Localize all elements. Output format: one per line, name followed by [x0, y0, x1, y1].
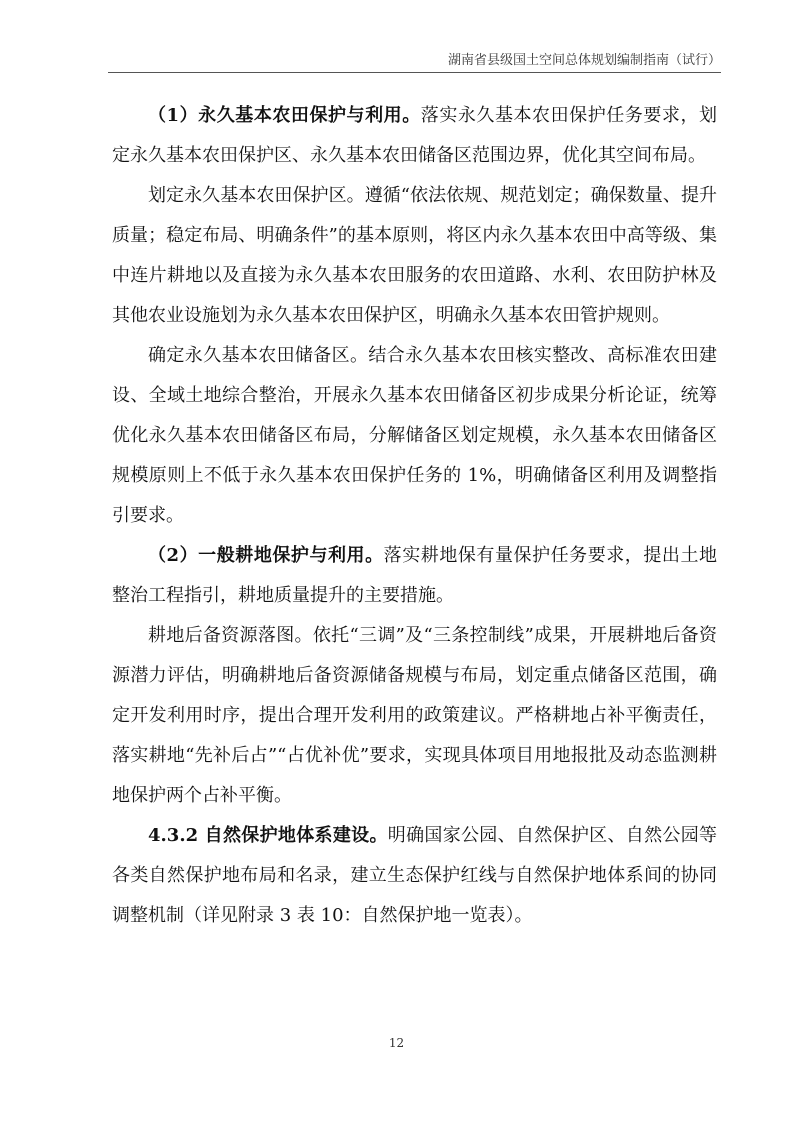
paragraph-text: 划定永久基本农田保护区。遵循“依法依规、规范划定；确保数量、提升质量；稳定布局、明确条件”的基本原则，将区内永久基本农田中高等级、集中连片耕地以及直接为永久基本农田服务的农田道路、水利、农田防护林及其他农业设施划为永久基本农田保护区，明确永久基本农田管护规则。 — [112, 185, 717, 326]
paragraph-heading: （2）一般耕地保护与利用。 — [148, 545, 384, 566]
paragraph-reserve-resources — [112, 616, 717, 816]
paragraph-heading: （1）永久基本农田保护与利用。 — [148, 105, 421, 126]
body-content — [112, 96, 717, 936]
paragraph-general-farmland — [112, 536, 717, 616]
paragraph-reserve-zone — [112, 336, 717, 536]
paragraph-heading: 4.3.2 自然保护地体系建设。 — [148, 825, 388, 846]
header-title: 湖南省县级国土空间总体规划编制指南（试行） — [447, 53, 721, 68]
paragraph-text: 落实永久基本农田保护任务要求，划定永久基本农田保护区、永久基本农田储备区范围边界，优化其空间布局。 — [112, 105, 717, 166]
paragraph-text: 耕地后备资源落图。依托“三调”及“三条控制线”成果，开展耕地后备资源潜力评估，明确耕地后备资源储备规模与布局，划定重点储备区范围，确定开发利用时序，提出合理开发利用的政策建议。严格耕地占补平衡责任，落实耕地“先补后占”“占优补优”要求，实现具体项目用地报批及动态监测耕地保护两个占补平衡。 — [112, 625, 717, 806]
paragraph-protection-zone — [112, 176, 717, 336]
page-number: 12 — [388, 1036, 405, 1050]
paragraph-text: 确定永久基本农田储备区。结合永久基本农田核实整改、高标准农田建设、全域土地综合整治，开展永久基本农田储备区初步成果分析论证，统筹优化永久基本农田储备区布局，分解储备区划定规模，永久基本农田储备区规模原则上不低于永久基本农田保护任务的 1%，明确储备区利用及调整指引要求。 — [112, 345, 717, 526]
paragraph-text: 落实耕地保有量保护任务要求，提出土地整治工程指引，耕地质量提升的主要措施。 — [112, 545, 718, 606]
paragraph-nature-reserve — [112, 816, 717, 936]
running-header — [108, 52, 721, 73]
paragraph-text: 明确国家公园、自然保护区、自然公园等各类自然保护地布局和名录，建立生态保护红线与自然保护地体系间的协同调整机制（详见附录 3 表 10：自然保护地一览表）。 — [112, 825, 718, 926]
paragraph-basic-farmland — [112, 96, 717, 176]
